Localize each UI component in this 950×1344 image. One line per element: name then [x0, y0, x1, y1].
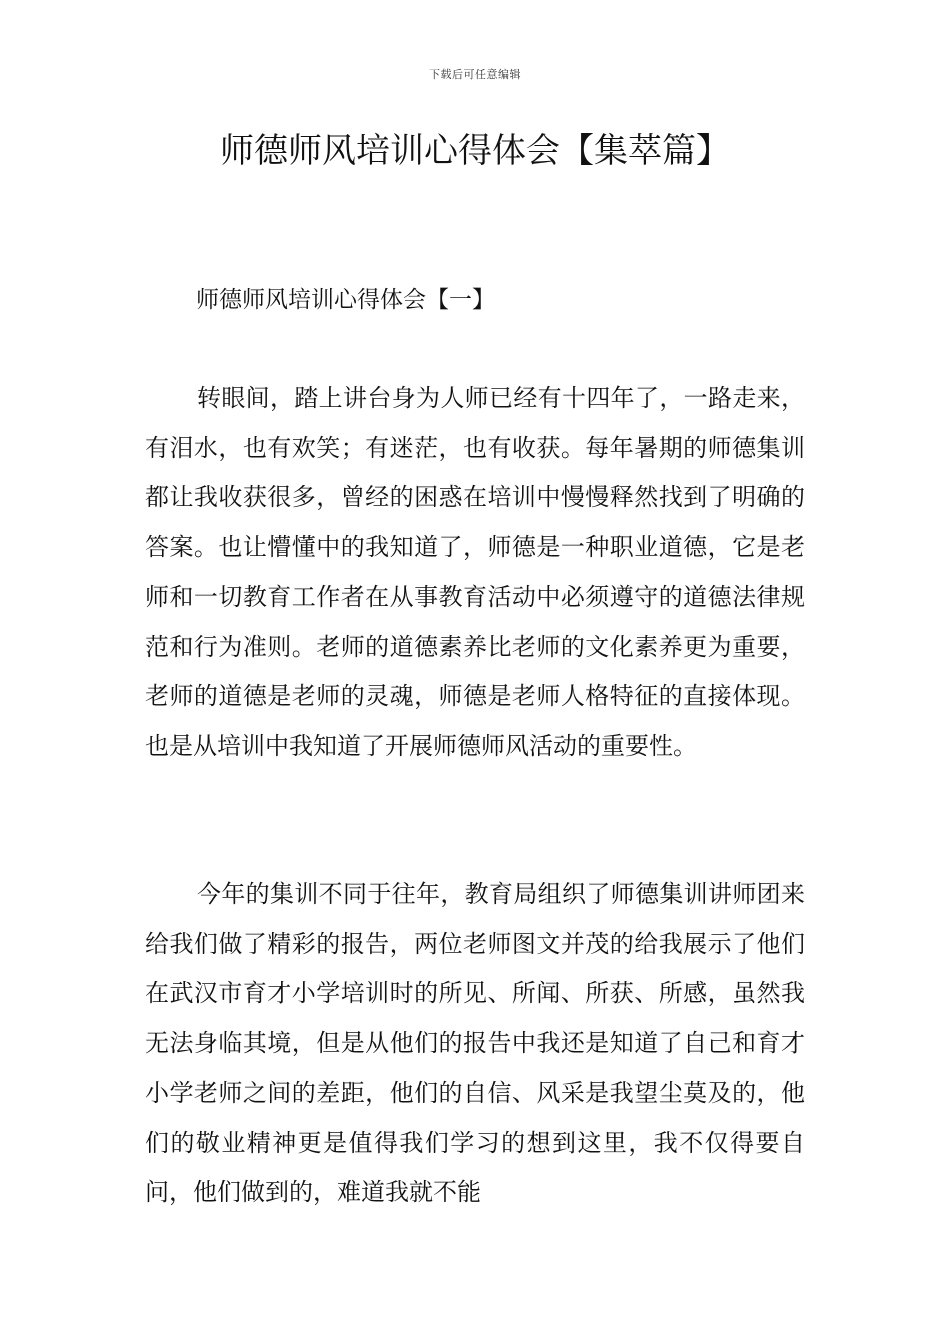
- body-paragraph-1: 转眼间，踏上讲台身为人师已经有十四年了，一路走来，有泪水，也有欢笑；有迷茫，也有收获。每年暑期的师德集训都让我收获很多，曾经的困惑在培训中慢慢释然找到了明确的答案。也让懵懂中的我知道了，师德是一种职业道德，它是老师和一切教育工作者在从事教育活动中必须遵守的道德法律规范和行为准则。老师的道德素养比老师的文化素养更为重要，老师的道德是老师的灵魂，师德是老师人格特征的直接体现。也是从培训中我知道了开展师德师风活动的重要性。: [145, 384, 805, 760]
- section-heading: 师德师风培训心得体会【一】: [196, 287, 495, 313]
- document-title: 师德师风培训心得体会【集萃篇】: [220, 131, 730, 171]
- body-paragraph-2: 今年的集训不同于往年，教育局组织了师德集训讲师团来给我们做了精彩的报告，两位老师图文并茂的给我展示了他们在武汉市育才小学培训时的所见、所闻、所获、所感，虽然我无法身临其境，但是从他们的报告中我还是知道了自己和育才小学老师之间的差距，他们的自信、风采是我望尘莫及的，他们的敬业精神更是值得我们学习的想到这里，我不仅得要自问，他们做到的，难道我就不能: [145, 880, 805, 1207]
- header-note: 下载后可任意编辑: [429, 68, 521, 81]
